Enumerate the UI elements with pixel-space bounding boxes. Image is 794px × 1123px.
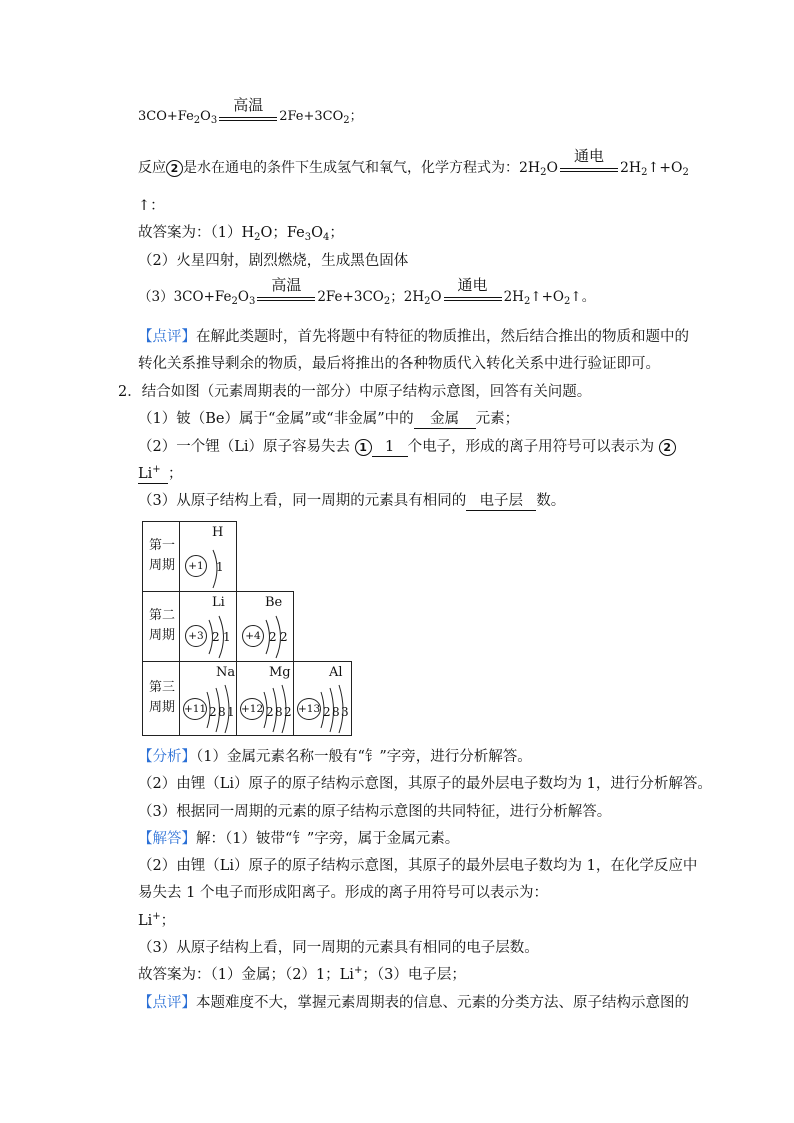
element-cell-Na — [179, 661, 237, 736]
nucleus-circle: +1 — [185, 555, 207, 577]
electron-count: 1 — [216, 560, 224, 574]
element-cell-Li — [179, 591, 237, 662]
q2-part-1: （1）铍（Be）属于“金属”或“非金属”中的 金属 元素； — [138, 411, 520, 427]
answer-line-4: Li+； — [138, 911, 176, 929]
answer-summary-1: 故答案为：$(1)H_2O$；$Fe_3O_4$； — [138, 225, 344, 243]
answer-blank: 1 — [372, 439, 408, 457]
answer-tag: 【解答】 — [138, 831, 196, 847]
electron-count: 3 — [341, 705, 349, 719]
element-cell-Al — [293, 661, 352, 736]
question-2-stem: 2．结合如图（元素周期表的一部分）中原子结构示意图，回答有关问题。 — [118, 384, 592, 400]
analysis-line-3: （3）根据同一周期的元素的原子结构示意图的共同特征，进行分析解答。 — [138, 804, 612, 820]
nucleus-circle: +11 — [183, 698, 207, 720]
reaction-condition-high-temp: 高温 — [217, 111, 279, 127]
reaction-condition-high-temp: 高温 — [255, 291, 317, 307]
nucleus-circle: +4 — [242, 625, 264, 647]
answer-line-3: 易失去 1 个电子而形成阳离子。形成的离子用符号可以表示为： — [138, 885, 548, 901]
electron-count: 2 — [212, 630, 220, 644]
electron-count: 2 — [284, 705, 292, 719]
review-2-line: 【点评】本题难度不大，掌握元素周期表的信息、元素的分类方法、原子结构示意图的 — [138, 995, 689, 1011]
answer-line-2: （2）由锂（Li）原子的原子结构示意图，其原子的最外层电子数均为 1，在化学反应中 — [138, 858, 698, 874]
element-cell-Mg — [236, 661, 294, 736]
answer-summary-3: $(3)3CO+Fe_2O_3$ 高温 $2Fe+3CO_2$；$2H_2O$ 通电 $2H_2↑+O_2↑$。 — [138, 276, 596, 307]
electron-count: 8 — [218, 705, 226, 719]
period-2-label-cell: 第二 周期 — [142, 591, 180, 662]
electron-count: 2 — [280, 630, 288, 644]
electron-count: 2 — [269, 630, 277, 644]
element-symbol: Mg — [269, 665, 291, 680]
element-symbol: Al — [329, 665, 343, 680]
answer-blank: 金属 — [414, 411, 476, 429]
element-symbol: H — [212, 525, 224, 540]
review-1-line-2: 转化关系推导剩余的物质，最后将推出的各种物质代入转化关系中进行验证即可。 — [138, 356, 660, 372]
analysis-line-2: （2）由锂（Li）原子的原子结构示意图，其原子的最外层电子数均为 1，进行分析解答。 — [138, 776, 712, 792]
circled-number: 2 — [166, 160, 183, 177]
reaction-condition-electrolysis: 通电 — [558, 162, 620, 178]
answer-blank: Li+ — [138, 466, 168, 484]
electron-count: 8 — [332, 705, 340, 719]
electron-count: 8 — [275, 705, 283, 719]
electron-count: 2 — [323, 705, 331, 719]
electron-count: 1 — [227, 705, 235, 719]
answer-blank: 电子层 — [466, 493, 536, 511]
q2-part-2: （2）一个锂（Li）原子容易失去 1 1 个电子，形成的离子用符号可以表示为 2 — [138, 437, 676, 457]
period-1-label-cell: 第一 周期 — [142, 521, 180, 592]
answer-line-1: 【解答】解：（1）铍带“钅”字旁，属于金属元素。 — [138, 831, 460, 847]
nucleus-circle: +12 — [240, 698, 264, 720]
answer-summary-2: （2）火星四射，剧烈燃烧，生成黑色固体 — [138, 253, 409, 269]
review-tag: 【点评】 — [138, 995, 196, 1011]
nucleus-circle: +13 — [297, 698, 321, 720]
period-3-label-cell: 第三 周期 — [142, 661, 180, 736]
electron-count: 2 — [266, 705, 274, 719]
reaction-condition-electrolysis: 通电 — [442, 291, 504, 307]
electron-count: 2 — [209, 705, 217, 719]
q2-part-3: （3）从原子结构上看，同一周期的元素具有相同的 电子层 数。 — [138, 493, 566, 509]
nucleus-circle: +3 — [185, 625, 207, 647]
electron-count: 1 — [223, 630, 231, 644]
element-symbol: Li — [212, 595, 225, 610]
equation-line-1: $3CO+Fe_2O_3$ 高温 $2Fe+3CO_2$； — [138, 96, 363, 126]
element-cell-H — [179, 521, 237, 592]
element-symbol: Na — [216, 665, 236, 680]
circled-number: 1 — [355, 439, 372, 456]
review-1-line-1: 【点评】在解此类题时，首先将题中有特征的物质推出，然后结合推出的物质和题中的 — [138, 329, 689, 345]
analysis-line-1: 【分析】（1）金属元素名称一般有“钅”字旁，进行分析解答。 — [138, 749, 532, 765]
circled-number: 2 — [659, 439, 676, 456]
element-symbol: Be — [265, 595, 283, 610]
periodic-table-figure — [142, 521, 352, 736]
element-cell-Be — [236, 591, 294, 662]
line-3: ↑： — [138, 198, 165, 214]
analysis-tag: 【分析】 — [138, 749, 196, 765]
q2-part-2-cont: Li+ ； — [138, 464, 183, 482]
review-tag: 【点评】 — [138, 329, 196, 345]
reaction-2-line: 反应 2 是水在通电的条件下生成氢气和氧气，化学方程式为：$2H_2O$ 通电 $2H_2↑+O_2$ — [138, 147, 689, 178]
question-number: 2． — [118, 384, 142, 400]
answer-line-5: （3）从原子结构上看，同一周期的元素具有相同的电子层数。 — [138, 940, 539, 956]
final-answer-line: 故答案为：（1）金属；（2）1；Li+；（3）电子层； — [138, 965, 466, 983]
